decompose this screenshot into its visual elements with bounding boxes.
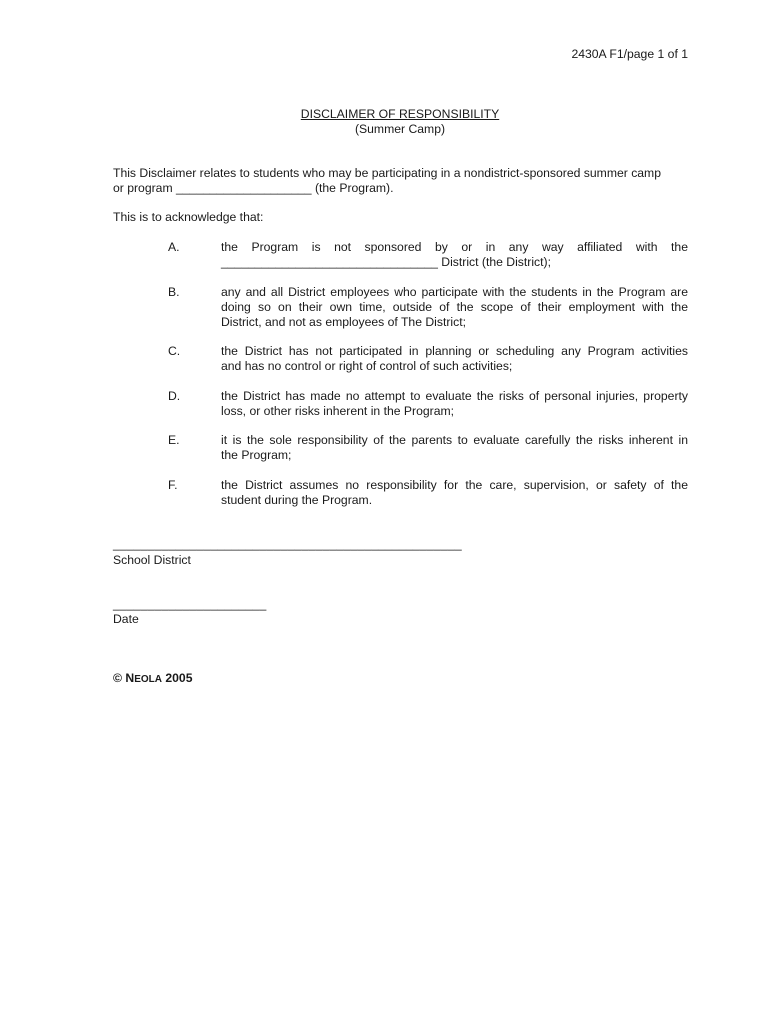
acknowledge-statement: This is to acknowledge that: [113,210,264,224]
list-item-letter: D. [168,389,181,403]
intro-line-2: or program ____________________ (the Program). [113,181,394,195]
list-item-text [221,389,688,419]
list-item-line: any and all District employees who participate with the students in the Program are [221,285,688,299]
list-item-line: loss, or other risks inherent in the Program; [221,404,455,418]
list-item-line: ________________________________ District (the District); [221,255,551,269]
list-item-line: the Program is not sponsored by or in any way affiliated with the [221,240,688,254]
title-block [0,107,770,137]
list-item-line: the District has made no attempt to evaluate the risks of personal injuries, property [221,389,688,403]
list-item-letter: F. [168,478,178,492]
list-item-line: District, and not as employees of The District; [221,315,466,329]
list-item-line: student during the Program. [221,493,373,507]
list-item-text [221,240,688,270]
copyright-year: 2005 [165,671,193,685]
brand-rest: EOLA [134,674,162,685]
copyright-symbol: © [113,671,122,685]
list-item-text [221,344,688,374]
school-district-label: School District [113,553,191,567]
list-item-letter: C. [168,344,181,358]
copyright-notice [113,671,192,687]
page-reference: 2430A F1/page 1 of 1 [571,47,688,61]
school-district-signature-line[interactable]: __________________________________________________ [113,537,462,551]
list-item-line: it is the sole responsibility of the parents to evaluate carefully the risks inherent in [221,433,688,447]
date-signature-line[interactable]: ______________________ [113,597,267,611]
list-item-text [221,433,688,463]
list-item-line: doing so on their own time, outside of the scope of their employment with the [221,300,688,314]
list-item-line: and has no control or right of control of such activities; [221,359,513,373]
list-item-line: the District has not participated in planning or scheduling any Program activities [221,344,688,358]
document-subtitle: (Summer Camp) [354,122,446,136]
list-item-letter: B. [168,285,180,299]
brand-initial: N [125,671,135,685]
list-item-letter: E. [168,433,180,447]
intro-paragraph [113,166,688,196]
list-item-text [221,478,688,508]
list-item-text [221,285,688,330]
list-item-line: the District assumes no responsibility for the care, supervision, or safety of the [221,478,688,492]
list-item-letter: A. [168,240,180,254]
document-title: DISCLAIMER OF RESPONSIBILITY [300,107,500,121]
date-label: Date [113,612,139,626]
list-item-line: the Program; [221,448,292,462]
intro-line-1: This Disclaimer relates to students who may be participating in a nondistrict-sponsored summer camp [113,166,661,180]
